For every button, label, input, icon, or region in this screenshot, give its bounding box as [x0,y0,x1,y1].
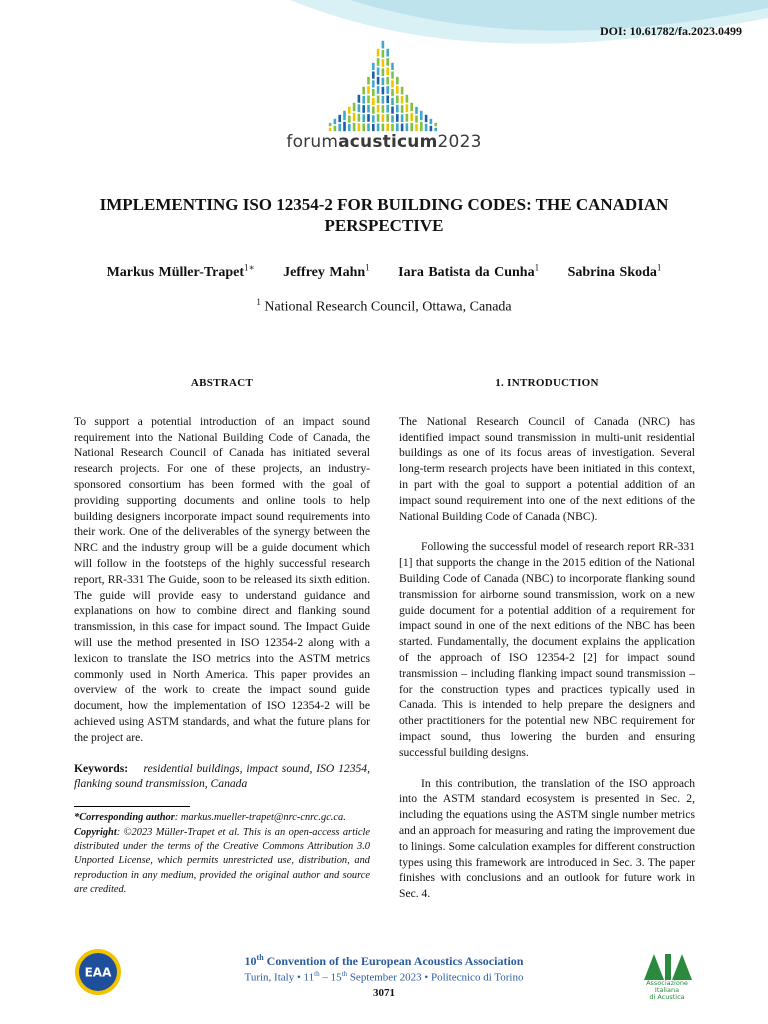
logo-bar-segment [353,103,356,111]
affiliation: $^1$ National Research Council, Ottawa, Canada [256,297,512,315]
logo-bar-segment [386,68,389,76]
page-number: 3071 [373,987,395,999]
logo-bar-segment [415,116,418,123]
logo-bar-segment [434,128,437,131]
logo-bar-segment [329,128,332,131]
logo-bar-segment [367,114,370,122]
logo-bar-segment [425,124,428,131]
logo-bar-segment [391,98,394,105]
logo-bar-segment [401,96,404,104]
right-column [399,376,695,902]
logo-bar-segment [382,68,385,76]
author: Sabrina Skoda$^1$ [567,262,662,280]
logo-bar-segment [406,114,409,122]
logo-bar-segment [401,124,404,132]
logo-bar-segment [377,114,380,122]
logo-bar-segment [348,107,351,114]
convention-title: 10th Convention of the European Acoustics Association [244,953,524,968]
logo-bar-segment [396,86,399,94]
paper-title: IMPLEMENTING ISO 12354-2 FOR BUILDING CODES: THE CANADIAN PERSPECTIVE [99,195,669,235]
author-list [40,262,728,281]
logo-bar-segment [415,107,418,114]
corresponding-author-footnote: *Corresponding author: markus.mueller-trapet@nrc-cnrc.gc.ca. [74,812,346,824]
logo-bar-segment [382,114,385,122]
keywords: Keywords: residential buildings, impact sound, ISO 12354, flanking sound transmission, Canada [74,761,371,791]
logo-bar-segment [420,122,423,131]
logo-bar-segment [386,49,389,57]
svg-text:EAA: EAA [84,965,112,980]
abstract-text: To support a potential introduction of an impact sound requirement into the National Building Code of Canada, the National Research Council of Canada has initiated several research projects. For one of these projects, an industry-sponsored consortium has been formed with the goal of providing supporting documents and online tools to help building designers incorporate impact sound requirements into their work. One of the deliverables of the synergy between the NRC and the industry group will be a guide document which will follow in the footsteps of the highly successful research report, RR-331 The Guide, soon to be released its sixth edition. The guide will provide easy to understand guidance and explanations on how to combine direct and flanking sound transmission, in this case for impact sound. The Impact Guide will use the method presented in ISO 12354-2 along with a lexicon to translate the ISO metrics into the ASTM metrics commonly used in North America. This paper provides an overview of the work to create the impact sound guide document, how the implementation of ISO 12354-2 will be achieved using ASTM standards, and what the future plans for the project are. [74,414,370,744]
author: Markus Müller-Trapet$^{1∗}$ [106,262,255,280]
logo-bar-segment [358,104,361,112]
logo-bar-segment [353,113,356,121]
eaa-logo [74,948,122,996]
logo-bar-segment [353,123,356,131]
logo-bar-segment [367,86,370,94]
logo-bar-segment [338,115,341,122]
logo-bar-segment [415,124,418,131]
logo-bar-segment [372,80,375,87]
logo-bar-segment [391,89,394,96]
logo-bar-segment [401,114,404,122]
introduction-heading: 1. INTRODUCTION [495,377,599,389]
author: Jeffrey Mahn$^1$ [283,262,370,280]
logo-bar-segment [386,86,389,94]
logo-bar-segment [396,77,399,85]
logo-bar-segment [420,111,423,120]
logo-bar-segment [372,124,375,131]
logo-bar-segment [396,114,399,122]
logo-bar-segment [367,124,370,132]
logo-bar-segment [391,115,394,122]
logo-bar-segment [386,105,389,113]
logo-bars-graphic [250,36,518,132]
logo-bar-segment [343,111,346,120]
logo-bar-segment [406,104,409,112]
author: Iara Batista da Cunha$^1$ [398,262,540,280]
logo-bar-segment [362,105,365,113]
logo-bar-segment [391,72,394,79]
logo-bar-segment [348,124,351,131]
logo-bar-segment [382,59,385,67]
logo-bar-segment [372,98,375,105]
left-column [74,376,370,898]
logo-bar-segment [362,87,365,95]
logo-bar-segment [382,78,385,86]
logo-bar-segment [386,96,389,104]
logo-bar-segment [343,122,346,131]
doi-label: DOI: 10.61782/fa.2023.0499 [600,24,742,38]
logo-bar-segment [386,58,389,66]
logo-bar-segment [358,123,361,131]
logo-bar-segment [401,87,404,95]
logo-bar-segment [372,72,375,79]
logo-bar-segment [377,105,380,113]
logo-bar-segment [382,87,385,95]
logo-bar-segment [377,124,380,132]
logo-wordmark: forumacusticum2023 [286,132,482,152]
logo-bar-segment [406,123,409,131]
logo-bar-segment [396,124,399,132]
logo-bar-segment [386,114,389,122]
logo-bar-segment [396,105,399,113]
logo-bar-segment [382,124,385,132]
logo-bar-segment [334,119,337,124]
logo-bar-segment [410,113,413,121]
footnote-rule [74,806,190,807]
logo-bar-segment [382,41,385,49]
logo-bar-segment [377,77,380,85]
logo-bar-segment [362,114,365,122]
logo-bar-segment [377,49,380,57]
logo-bar-segment [401,105,404,113]
logo-bar-segment [372,115,375,122]
logo-bar-segment [377,96,380,104]
logo-bar-segment [386,124,389,132]
logo-bar-segment [367,105,370,113]
logo-bar-segment [362,124,365,132]
aia-logo-text: Associazione Italiana di Acustica [646,979,688,1001]
convention-location: Turin, Italy • 11th – 15th September 2023 • Politecnico di Torino [244,970,524,984]
logo-bar-segment [372,107,375,114]
logo-bar-segment [372,63,375,70]
logo-bar-segment [377,68,380,76]
logo-bar-segment [358,95,361,103]
logo-bar-segment [382,105,385,113]
logo-bar-segment [338,124,341,131]
logo-bar-segment [391,107,394,114]
intro-paragraph-3: In this contribution, the translation of the ISO approach into the ASTM standard ecosystem is presented in Sec. 2, including the equations using the ASTM single number metrics and an approach for measuring and rating the improvement due to linings. Some calculation examples for different construction types using this framework are introduced in Sec. 3. The paper finishes with conclusions and an outlook for future work in Sec. 4. [399,776,695,901]
logo-bar-segment [391,63,394,70]
logo-bar-segment [386,77,389,85]
intro-paragraph-1: The National Research Council of Canada (NRC) has identified impact sound transmission in multi-unit residential buildings as one of its focus areas of investigation. Several long-term research projects have been initiated in this context, in part with the goal to support a potential addition of an impact sound requirement into one of the next editions of the National Building Code of Canada (NBC). [399,414,695,523]
logo-bar-segment [377,58,380,66]
forum-acusticum-logo [250,36,518,156]
logo-bar-segment [391,124,394,131]
logo-bar-segment [391,80,394,87]
logo-bar-segment [367,96,370,104]
logo-bar-segment [367,77,370,85]
logo-bar-segment [406,95,409,103]
logo-bar-segment [362,96,365,104]
logo-bar-segment [334,126,337,131]
logo-bar-segment [396,96,399,104]
logo-bar-segment [382,96,385,104]
logo-bar-segment [430,126,433,131]
copyright-footnote: Copyright: ©2023 Müller-Trapet et al. This is an open-access article distributed under the terms of the Creative Commons Attribution 3.0 Unported License, which permits unrestricted use, distribution, and reproduction in any medium, provided the original author and source are credited. [74,826,370,896]
logo-bar-segment [430,119,433,124]
logo-bar-segment [372,89,375,96]
logo-bar-segment [358,114,361,122]
logo-bar-segment [425,115,428,122]
intro-paragraph-2: Following the successful model of research report RR-331 [1] that supports the change in the 2015 edition of the National Building Code of Canada (NBC) to incorporate flanking sound transmission for airborne sound transmission, work on a new guide document for a potential addition of a requirement for impact sound in one of the next editions of the NBC has been started. Fundamentally, the document explains the application of the approach of ISO 12354-2 [2] for impact sound transmission – including flanking impact sound transmission – for the construction types and practices typically used in Canada. This is intended to help prepare the designers and other practitioners for the potential new NBC requirement for impact sound, thus lowering the burden and ensuring successful building designs. [399,540,695,759]
logo-bar-segment [348,116,351,123]
logo-bar-segment [382,50,385,58]
logo-bar-segment [434,123,437,126]
abstract-heading: ABSTRACT [190,377,254,389]
logo-bar-segment [410,123,413,131]
logo-bar-segment [410,103,413,111]
logo-bar-segment [377,86,380,94]
logo-bar-segment [329,123,332,126]
